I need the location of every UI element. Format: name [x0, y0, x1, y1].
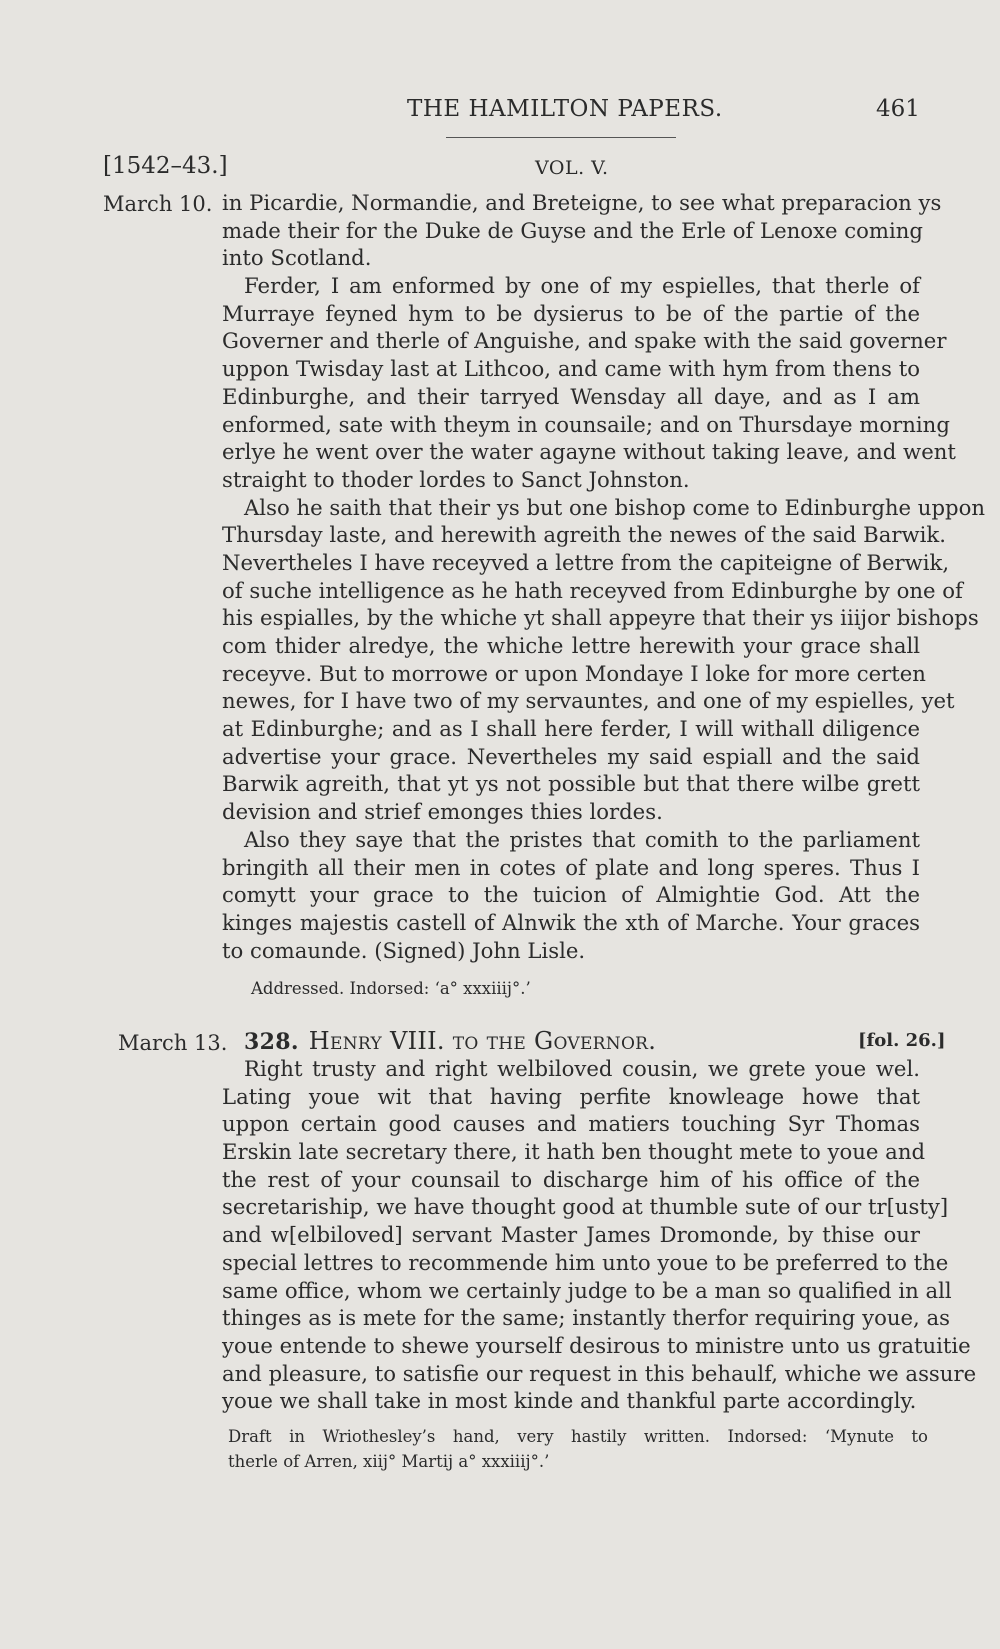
text-line: youe entende to shewe yourself desirous to ministre unto us gratuitie	[222, 1332, 971, 1358]
text-line: Also they saye that the pristes that comith to the parliament	[244, 826, 920, 852]
text-line: receyve. But to morrowe or upon Mondaye I loke for more certen	[222, 660, 926, 686]
page-number: 461	[876, 96, 920, 122]
text-line: Right trusty and right welbiloved cousin, we grete youe wel.	[244, 1056, 920, 1081]
endorsement-note: Addressed. Indorsed: ‘a° xxxiiij°.’	[251, 979, 531, 998]
text-line: Thursday laste, and herewith agreith the newes of the said Barwik.	[222, 522, 946, 548]
text-line: Draft in Wriothesley’s hand, very hastily written. Indorsed: ‘Mynute to	[228, 1427, 928, 1446]
text-line: of suche intelligence as he hath receyved from Edinburghe by one of	[222, 577, 963, 603]
text-line: bringith all their men in cotes of plate and long speres. Thus I	[222, 854, 920, 880]
text-line: Barwik agreith, that yt ys not possible but that there wilbe grett	[222, 771, 920, 797]
text-line: Ferder, I am enformed by one of my espielles, that therle of	[244, 273, 920, 299]
text-line: into Scotland.	[222, 245, 372, 271]
text-line: youe we shall take in most kinde and thankful parte accordingly.	[222, 1388, 917, 1414]
text-line: Edinburghe, and their tarryed Wensday all daye, and as I am	[222, 383, 920, 409]
draft-note	[228, 1424, 928, 1474]
header-rule	[446, 137, 676, 138]
text-line: same office, whom we certainly judge to be a man so qualified in all	[222, 1277, 952, 1303]
entry-heading	[244, 1027, 656, 1055]
text-line: at Edinburghe; and as I shall here ferder, I will withall diligence	[222, 716, 920, 742]
text-line: and w[elbiloved] servant Master James Dromonde, by thise our	[222, 1222, 920, 1248]
margin-date: March 13.	[118, 1031, 228, 1055]
running-title: THE HAMILTON PAPERS.	[407, 96, 723, 122]
year-range: [1542–43.]	[103, 153, 228, 179]
text-line: com thider alredye, the whiche lettre herewith your grace shall	[222, 633, 920, 658]
letter-body	[222, 189, 985, 964]
text-line: kinges majestis castell of Alnwik the xth of Marche. Your graces	[222, 909, 920, 935]
text-line: Lating youe wit that having perfite knowleage howe that	[222, 1083, 920, 1109]
text-line: uppon certain good causes and matiers touching Syr Thomas	[222, 1111, 920, 1137]
text-line: to comaunde. (Signed) John Lisle.	[222, 937, 586, 963]
text-line: secretariship, we have thought good at thumble sute of our tr[usty]	[222, 1194, 949, 1220]
text-line: comytt your grace to the tuicion of Almightie God. Att the	[222, 882, 920, 908]
text-line: in Picardie, Normandie, and Breteigne, to see what preparacion ys	[222, 190, 942, 215]
entry-number: 328.	[244, 1029, 299, 1055]
text-line: Governer and therle of Anguishe, and spake with the said governer	[222, 328, 947, 354]
text-line: the rest of your counsail to discharge him of his office of the	[222, 1166, 920, 1192]
letter-body	[222, 1055, 977, 1415]
text-line: and pleasure, to satisfie our request in this behaulf, whiche we assure	[222, 1360, 977, 1386]
text-line: therle of Arren, xiij° Martij a° xxxiiij°.’	[228, 1452, 550, 1471]
text-line: devision and strief emonges thies lordes.	[222, 799, 663, 825]
text-line: advertise your grace. Nevertheles my said espiall and the said	[222, 743, 920, 769]
text-line: straight to thoder lordes to Sanct Johnston.	[222, 466, 690, 492]
text-line: his espialles, by the whiche yt shall appeyre that their ys iiijor bishops	[222, 605, 979, 631]
text-line: erlye he went over the water agayne without taking leave, and went	[222, 439, 956, 465]
text-line: uppon Twisday last at Lithcoo, and came with hym from thens to	[222, 356, 920, 382]
text-line: special lettres to recommende him unto youe to be preferred to the	[222, 1249, 949, 1275]
volume-label: VOL. V.	[535, 157, 609, 179]
text-line: enformed, sate with theym in counsaile; and on Thursdaye morning	[222, 411, 950, 437]
text-line: newes, for I have two of my servauntes, and one of my espielles, yet	[222, 688, 955, 714]
folio-reference: [fol. 26.]	[858, 1030, 946, 1051]
margin-date: March 10.	[103, 192, 213, 216]
text-line: made their for the Duke de Guyse and the Erle of Lenoxe coming	[222, 217, 923, 243]
text-line: thinges as is mete for the same; instantly therfor requiring youe, as	[222, 1305, 950, 1331]
text-line: Murraye feyned hym to be dysierus to be of the partie of the	[222, 300, 920, 326]
entry-title: Henry VIII. to the Governor.	[308, 1027, 657, 1055]
text-line: Nevertheles I have receyved a lettre from the capiteigne of Berwik,	[222, 549, 950, 575]
text-line: Also he saith that their ys but one bishop come to Edinburghe uppon	[244, 494, 985, 520]
text-line: Erskin late secretary there, it hath ben thought mete to youe and	[222, 1139, 926, 1165]
